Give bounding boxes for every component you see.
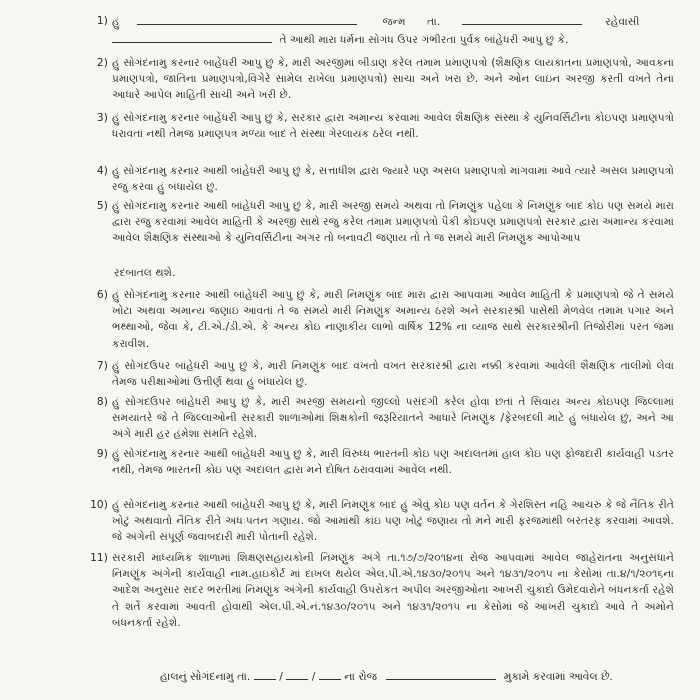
clause-tail-text: રદબાતલ થશે. <box>114 267 176 279</box>
name-blank[interactable] <box>137 13 357 25</box>
hu-label: હું <box>112 16 120 28</box>
year-blank[interactable] <box>319 668 341 680</box>
clause-number: 3) <box>96 112 108 124</box>
clause-8 <box>96 394 674 443</box>
address-blank[interactable] <box>112 31 272 43</box>
clause-number: 2) <box>96 57 108 69</box>
birth-date-blank[interactable] <box>462 13 582 25</box>
clause-3 <box>96 110 674 142</box>
clause-5 <box>96 198 674 247</box>
oath-text: તે આથી મારા ધર્મના સોગંધ ઉપર ગંભીરતા પુર્વક બાંહેધરી આપુ છું કે. <box>279 34 569 47</box>
date-label: તા. <box>427 16 441 28</box>
clause-9 <box>96 446 674 478</box>
clause-number: 9) <box>96 448 108 460</box>
clause-6 <box>96 287 674 352</box>
oath-line <box>112 31 674 48</box>
janma-label: જન્મ <box>382 16 406 28</box>
clause-number: 5) <box>96 200 108 212</box>
clause-text: હું સોગંદનામુ કરનાર આથી બાંહેધરી આપુ છું કે, મારી અરજી સમયે અથવા તો નિમણુંક પહેલા કે નિમણુંક બાદ કોઇ પણ સમયે મારા દ્વારા રજુ કરવામાં આવેલ માહિતી કે અરજી સાથે રજુ કરેલ તમામ પ્રમાણપત્રો પૈકી કોઇપણ પ્રમાણપત્રો સરકાર દ્વારા અમાન્ય કરવામાં આવેલ શૈક્ષણિક સંસ્થાઓ કે યુનિવર્સિટીના અગર તો બનાવટી જણાય તો તે જ સમયે મારી નિમણુંક આપોઆપ <box>112 200 674 245</box>
clause-text: હું સોગંદનામુ કરનાર આથી બાંહેધરી આપુ છું કે, મારી નિમણુંક બાદ મારા દ્વારા આપવામાં આવેલ માહિતી કે પ્રમાણપત્રો જે તે સમયે ખોટા અથવા અમાન્ય જણાઇ આવતાં તે જ સમયે મારી નિમણુંક અમાન્ય ઠરશે અને સરકારશ્રી પાસેથી મેળવેલ તમામ પગાર અને ભથ્થાઓ, જેવા કે, ટી.એ./ડી.એ. કે અન્ય કોઇ નાણાકીય લાભો વાર્ષિક 12% ના વ્યાજ સાથે સરકારશ્રીની તિજોરીમાં પરત જમા કરાવીશ. <box>112 289 674 350</box>
clause-text: હું સોગંદનામુ કરનાર બાહેંધરી આપુ છું કે, સરકાર દ્વારા અમાન્ય કરવામાં આવેલ શૈક્ષણિક સંસ્થા કે યુનિવર્સિટીના કોઇપણ પ્રમાણપત્રો ધરાવતાં નથી તેમજ પ્રમાણપત્ર મળ્યા બાદ તે સંસ્થા ગેરલાયક ઠરેલ નથી. <box>112 112 674 141</box>
clause-text: હું સોગંદનામુ કરનાર આથી બાંહેધરી આપુ છું કે, સત્તાધીશ દ્વારા જ્યારે પણ અસલ પ્રમાણપત્રો માંગવામાં આવે ત્યારે અસલ પ્રમાણપત્રો રજુ કરવા હું બંધાયેલ છું. <box>112 165 674 194</box>
closing-line <box>160 668 613 685</box>
closing-suffix: મુકામે કરવામાં આવેલ છે. <box>503 670 613 683</box>
clause-11 <box>90 550 674 631</box>
clause-1 <box>96 13 674 48</box>
clause-text: હું સોગંદનામુ કરનાર બાહેંધરી આપુ છું કે, મારી અરજીમાં બીડાણ કરેલ તમામ પ્રમાણપત્રો (શૈક્ષણિક લાયકાતના પ્રમાણપત્રો, આવકના પ્રમાણપત્રો, જાતિના પ્રમાણપત્રો,વિગેરે સામેલ રાખેલા પ્રમાણપત્રો) સાચા અને ખરા છે. અને ઓન લાઇન અરજી કરતી વખતે તેના આધારે આપેલ માહિતી સાચી અને ખરી છે. <box>112 57 674 102</box>
name-line <box>112 13 674 30</box>
clause-2 <box>96 55 674 104</box>
clause-number: 6) <box>96 289 108 301</box>
clause-text: હું સોગંદઉપર બાંહેધરી આપુ છું કે, મારી નિમણુંક બાદ વખતો વખત સરકારશ્રી દ્વારા નક્કી કરવામાં આવેલી શૈક્ષણિક તાલીમો લેવા તેમજ પરીક્ષાઓમાં ઉત્તીર્ણ થવા હું બંધાયેલ છું. <box>112 360 674 389</box>
clause-5-tail <box>114 265 676 281</box>
closing-prefix: હાલનું સોગંદનામુ તા. <box>160 670 251 683</box>
clause-number: 11) <box>90 552 108 564</box>
clause-number: 4) <box>96 165 108 177</box>
clause-number: 10) <box>90 499 108 511</box>
date-separator: / <box>311 670 316 683</box>
clause-text: હું સોગંદનામુ કરનાર આથી બાંહેધરી આપુ છું કે, મારી વિરુધ્ધ ભારતની કોઇ પણ અદાલતમાં હાલ કોઇ પણ ફોજદારી કાર્યવાહી પડતર નથી, તેમજ ભારતની કોઇ પણ અદાલત દ્વારા મને દોષિત ઠરાવવામાં આવેલ નથી. <box>112 448 674 477</box>
resident-label: રહેવાસી <box>605 16 640 28</box>
clause-7 <box>96 358 674 390</box>
clause-number: 1) <box>96 15 108 27</box>
clause-text: હું સોગંદનામુ કરનાર આથી બાંહેધરી આપુ છું કે, મારી નિમણુંક બાદ હું એવું કોઇ પણ વર્તન કે ગેરશિસ્ત નહિ આચરું કે જે નૈતિક રીતે ખોટું અથવાતો નૈતિક રીતે અધઃપતન ગણાય. જો આમાંથી કાંઇ પણ ખોટું જણાય તો મને મારી ફરજમાંથી બરતરફ કરવામાં આવશે. જે અંગેની સંપૂર્ણ જવાબદારી મારી પોતાની રહેશે. <box>112 499 674 544</box>
month-blank[interactable] <box>286 668 308 680</box>
closing-date-suffix: ના રોજ <box>344 670 377 683</box>
date-separator: / <box>279 670 283 683</box>
clause-text: સરકારી માધ્યમિક શાળામાં શિક્ષણસહાયકોની નિમણુંક અંગે તા.૧૭/૭/૨૦૧૪ના રોજ આપવામાં આવેલ જાહેરાતના અનુસંધાને નિમણુંક અંગેની કાર્યવાહી નામ.હાઇકોર્ટ માં દાખલ થયેલ એલ.પી.એ.૧૪૩૦/૨૦૧૫ અને ૧૪૩૧/૨૦૧૫ ના કેસોમાં તા.૪/૧/૨૦૧૬ના આદેશ અનુસાર સદર ભરતીમાં નિમણુંક અંગેની કાર્યવાહી ઉપરોકત અપીલ અરજીઓના આખરી ચુકાદો ઉમેદવારોને બંધનકર્તા રહેશે તે શર્તે કરવામાં આવતી હોવાથી એલ.પી.એ.નં.૧૪૩૦/૨૦૧૫ અને ૧૪૩૧/૨૦૧૫ ના કેસોમાં જે આખરી ચુકાદો આવે તે અમોને બંધનકર્તા રહેશે. <box>112 552 674 629</box>
clause-number: 8) <box>96 396 108 408</box>
clause-4 <box>96 163 674 195</box>
clause-number: 7) <box>96 360 108 372</box>
place-blank[interactable] <box>386 668 496 680</box>
day-blank[interactable] <box>254 668 276 680</box>
clause-10 <box>90 497 674 546</box>
clause-text: હું સોગંદઉપર બાંહેધરી આપુ છું કે, મારી અરજી સમયનો જીલ્લો પસંદગી કરેલ હોવા છતાં તે સિવાય અન્ય કોઇપણ જિલ્લામાં સમયાંતરે જે તે જિલ્લાઓની સરકારી શાળાઓમાં શિક્ષકોની જરૂરિયાતને આધારે નિમણુંક /ફેરબદલી માટે હું બંધાયેલ છું, અને આ અંગે મારી હર હંમેશા સંમતિ રહેશે. <box>112 396 674 441</box>
